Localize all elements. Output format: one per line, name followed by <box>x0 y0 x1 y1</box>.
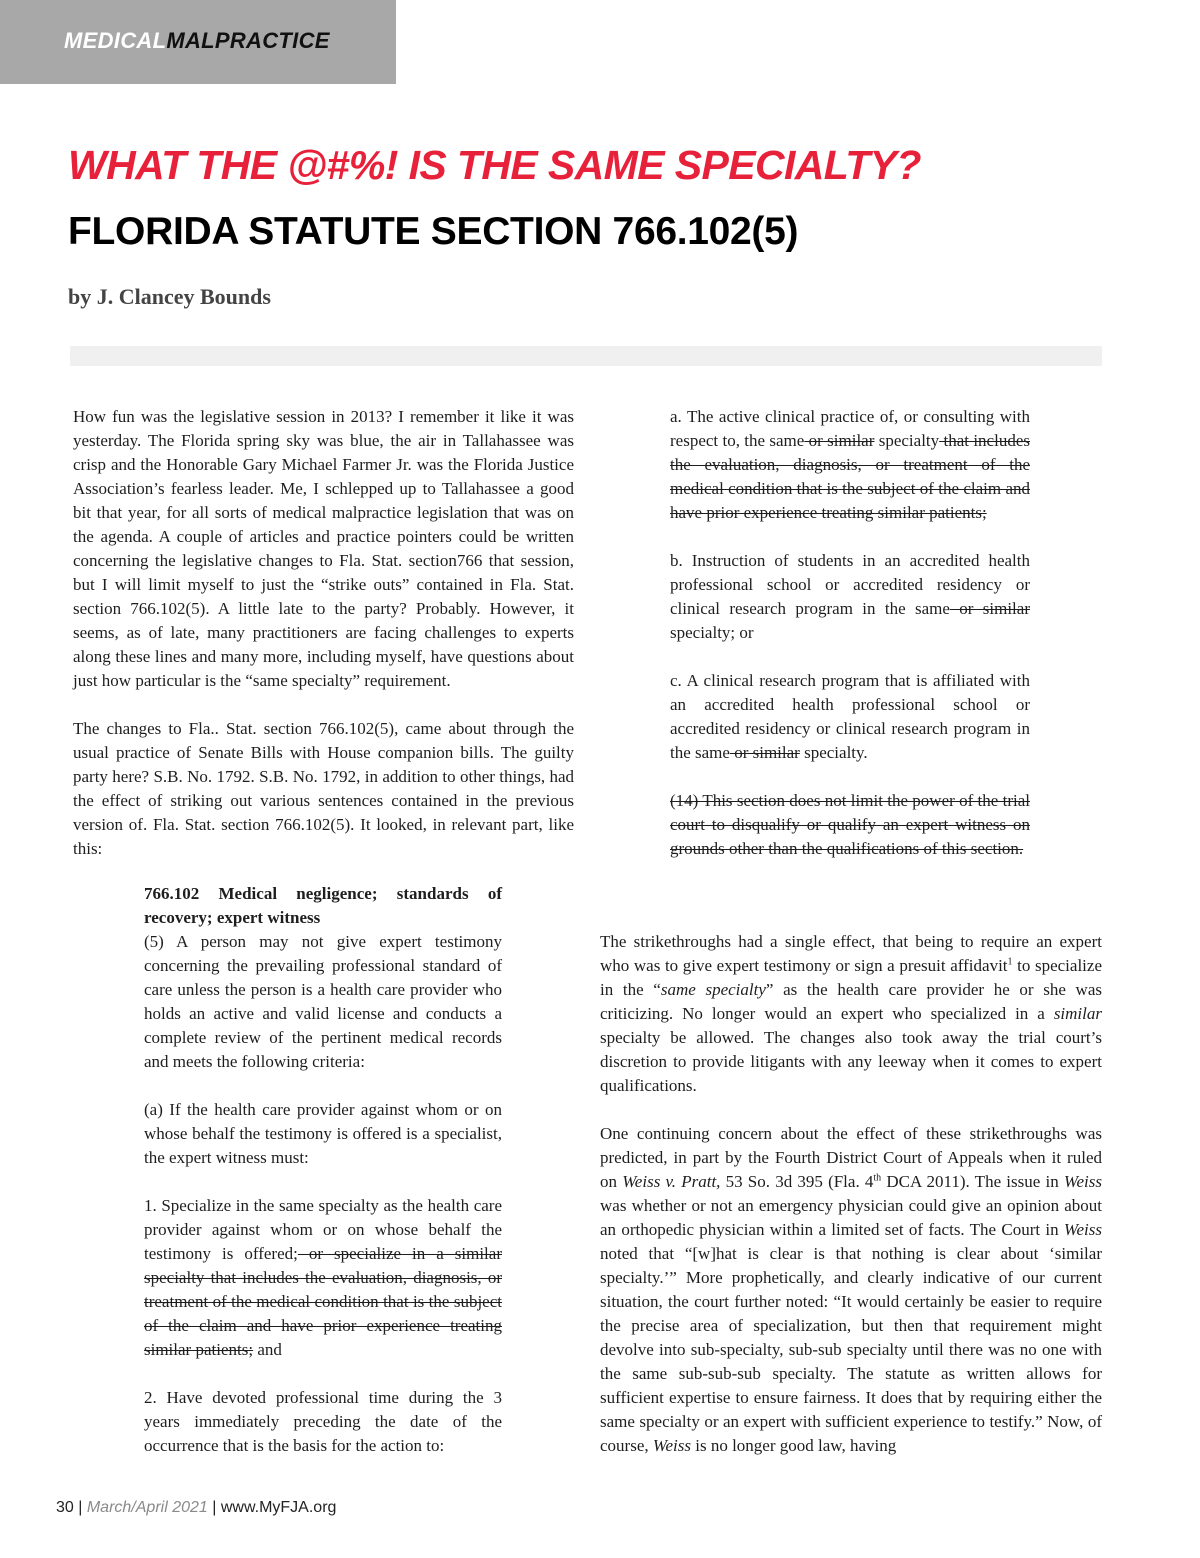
body-text: noted that “[w]hat is clear is that nothing is clear about ‘similar specialty.’” More prophetically, and clearly indicative of our current situation, the court further noted: “It would certainly be easier to require the precise area of specialization, but then that requirement might devolve into sub-specialty, sub-sub specialty until there was no one with the same sub-sub-sub specialty. The statute as written allows for sufficient expertise to ensure fairness. It does that by requiring either the same specialty or an expert with sufficient experience to testify.” Now, of course, <box>600 1244 1102 1455</box>
struck-text: or specialize in a similar specialty that includes the evaluation, diagnosis, or treatment of the medical condition that is the subject of the claim and have prior experience treating similar patients; <box>144 1244 502 1359</box>
body-text: The strikethroughs had a single effect, that being to require an expert who was to give expert testimony or sign a presuit affidavit <box>600 932 1102 975</box>
statute-paragraph: 2. Have devoted professional time during the 3 years immediately preceding the date of the occurrence that is the basis for the action to: <box>144 1388 502 1455</box>
left-column <box>73 405 574 861</box>
right-column <box>600 930 1102 1458</box>
page-number: 30 <box>56 1499 74 1516</box>
statute-paragraph <box>144 1194 502 1362</box>
statute-text: specialty. <box>799 743 868 762</box>
footnote-marker: 1 <box>1007 956 1013 968</box>
body-paragraph: How fun was the legislative session in 2013? I remember it like it was yesterday. The Florida spring sky was blue, the air in Tallahassee was crisp and the Honorable Gary Michael Farmer Jr. was the Florida Justice Association’s fearless leader. Me, I schlepped up to Tallahassee a good bit that year, for all sorts of medical malpractice legislation that was on the agenda. A couple of articles and practice pointers could be written concerning the legislative changes to Fla. Stat. section766 that session, but I will limit myself to just the “strike outs” contained in Fla. Stat. section 766.102(5). A little late to the party? Probably. However, it seems, as of late, many practitioners are facing challenges to experts along these lines and many more, including myself, have questions about just how particular is the “same specialty” requirement. <box>73 407 574 690</box>
case-citation: Weiss <box>652 1436 691 1455</box>
body-text: 53 So. 3d 395 (Fla. 4 <box>720 1172 874 1191</box>
section-label-part2: MALPRACTICE <box>166 28 330 53</box>
emphasis-text: similar <box>1053 1004 1102 1023</box>
section-tab <box>0 0 396 84</box>
statute-paragraph: (a) If the health care provider against whom or on whose behalf the testimony is offered is a specialist, the expert witness must: <box>144 1100 502 1167</box>
statute-quote-left <box>144 882 502 1458</box>
statute-paragraph <box>670 669 1030 765</box>
website-link[interactable]: www.MyFJA.org <box>220 1499 337 1516</box>
case-citation: Weiss <box>1063 1220 1102 1239</box>
body-text: One continuing concern about the effect of these strikethroughs was predicted, in part by the Fourth District Court of Appeals when it ruled on <box>600 1124 1102 1191</box>
issue-date: March/April 2021 <box>86 1499 208 1516</box>
footer-separator: | <box>207 1499 221 1516</box>
struck-text: that includes the evaluation, diagnosis, or treatment of the medical condition that is the subject of the claim and have prior experience treating similar patients; <box>670 431 1030 522</box>
body-text: was whether or not an emergency physician could give an opinion about an orthopedic physician within a limited set of facts. The Court in <box>600 1196 1102 1239</box>
emphasis-text: same specialty <box>660 980 766 999</box>
article-headline: WHAT THE @#%! IS THE SAME SPECIALTY? <box>68 142 921 188</box>
statute-text: c. A clinical research program that is affiliated with an accredited health professional school or accredited residency or clinical research program in the same <box>670 671 1030 762</box>
body-paragraph <box>600 930 1102 1098</box>
page-footer <box>56 1499 336 1517</box>
body-paragraph <box>600 1122 1102 1458</box>
body-text: specialty be allowed. The changes also took away the trial court’s discretion to provide litigants with any leeway when it comes to expert qualifications. <box>600 1028 1102 1095</box>
statute-paragraph: (5) A person may not give expert testimony concerning the prevailing professional standard of care unless the person is a health care provider who holds an active and valid license and conducts a complete review of the pertinent medical records and meets the following criteria: <box>144 932 502 1071</box>
struck-text: or similar <box>949 599 1030 618</box>
body-text: to specialize in the “ <box>600 956 1102 999</box>
header-divider <box>70 346 1102 366</box>
statute-text: b. Instruction of students in an accredited health professional school or accredited residency or clinical research program in the same <box>670 551 1030 618</box>
body-paragraph: The changes to Fla.. Stat. section 766.102(5), came about through the usual practice of Senate Bills with House companion bills. The guilty party here? S.B. No. 1792. S.B. No. 1792, in addition to other things, had the effect of striking out various sentences contained in the previous version of. Fla. Stat. section 766.102(5). It looked, in relevant part, like this: <box>73 719 574 858</box>
body-text: DCA 2011). The issue in <box>881 1172 1064 1191</box>
body-text: ” as the health care provider he or she was criticizing. No longer would an expert who specialized in a <box>600 980 1102 1023</box>
struck-text: or similar <box>804 431 875 450</box>
statute-paragraph <box>670 789 1030 861</box>
article-subheadline: FLORIDA STATUTE SECTION 766.102(5) <box>68 210 799 253</box>
section-label-part1: MEDICAL <box>64 28 167 53</box>
byline: by J. Clancey Bounds <box>68 284 271 309</box>
statute-paragraph <box>670 549 1030 645</box>
struck-text: (14) This section does not limit the power of the trial court to disqualify or qualify an expert witness on grounds other than the qualifications of this section. <box>670 791 1030 858</box>
statute-text: specialty <box>874 431 940 450</box>
statute-text: specialty; or <box>670 623 754 642</box>
footer-separator: | <box>73 1499 87 1516</box>
statute-text: and <box>253 1340 282 1359</box>
body-text: is no longer good law, having <box>690 1436 897 1455</box>
struck-text: or similar <box>729 743 800 762</box>
statute-text: 1. Specialize in the same specialty as the health care provider against whom or on whose behalf the testimony is offered; <box>144 1196 502 1263</box>
statute-title: 766.102 Medical negligence; standards of recovery; expert witness <box>144 884 502 927</box>
statute-quote-right <box>670 405 1030 861</box>
case-citation: Weiss <box>1063 1172 1103 1191</box>
statute-text: a. The active clinical practice of, or consulting with respect to, the same <box>670 407 1030 450</box>
section-label <box>64 28 330 54</box>
ordinal-suffix: th <box>873 1172 882 1184</box>
statute-paragraph <box>670 405 1030 525</box>
case-citation: Weiss v. Pratt, <box>622 1172 721 1191</box>
